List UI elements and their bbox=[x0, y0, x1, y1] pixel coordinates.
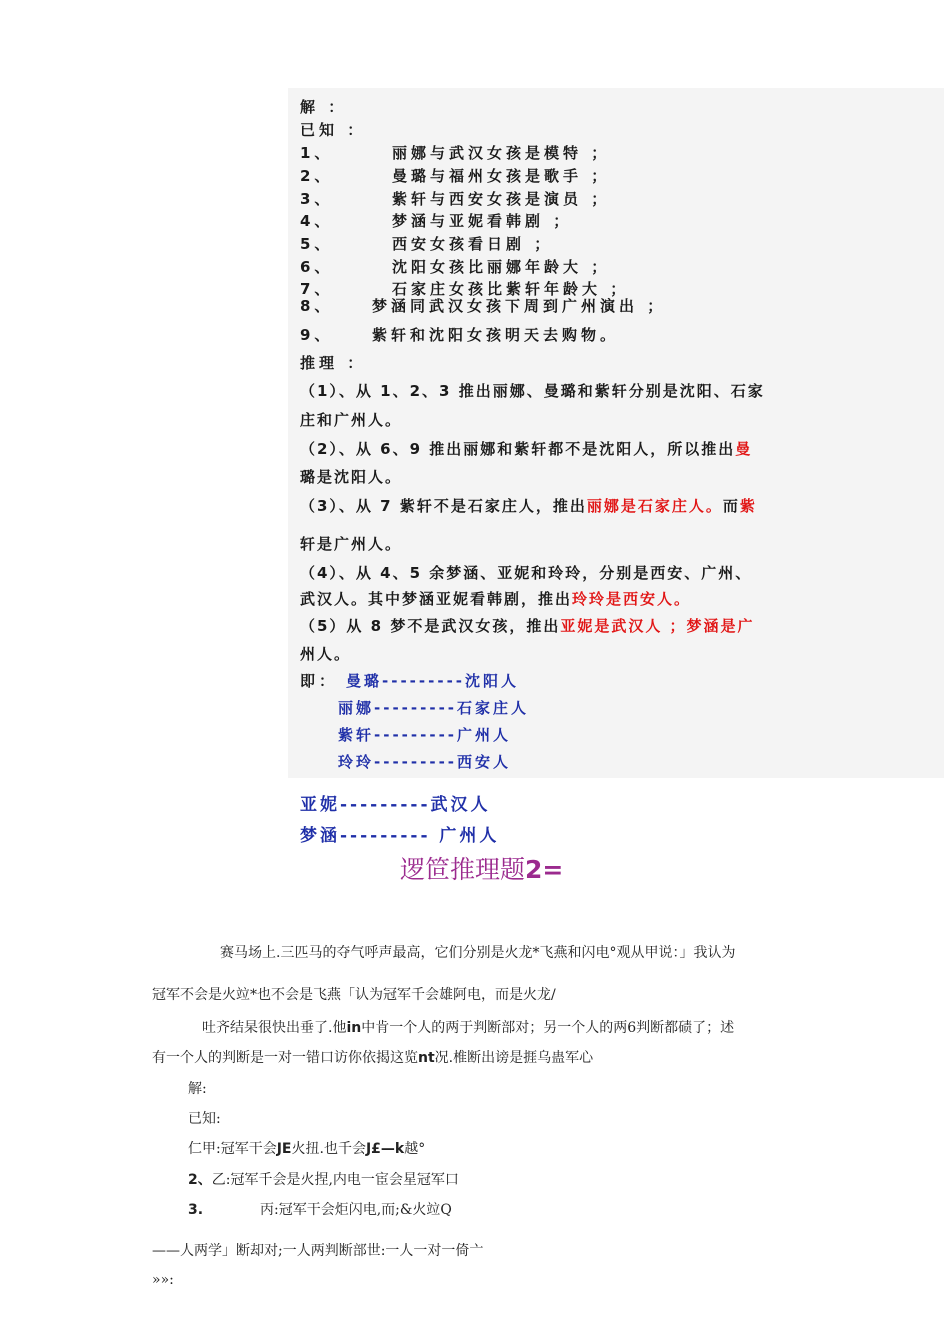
step-5-line-1: （5）从 8 梦不是武汉女孩，推出亚妮是武汉人 ；梦涵是广 bbox=[300, 617, 755, 635]
answer-6: 梦涵--------- 广州人 bbox=[300, 826, 500, 846]
step-4-line-2: 武汉人。其中梦涵亚妮看韩剧，推出玲玲是西安人。 bbox=[300, 590, 692, 608]
answer-3: 紫轩---------广州人 bbox=[338, 726, 512, 744]
paragraph-2-line-2: 有一个人的判断是一对一错口访你依揭这览nt况.椎断出谤是捱乌蛊军心 bbox=[152, 1050, 594, 1066]
fact-7: 7、 石家庄女孩比紫轩年龄大 ； bbox=[300, 280, 630, 298]
tail-text: »»: bbox=[152, 1272, 174, 1288]
fact-1: 1、 丽娜与武汉女孩是模特 ； bbox=[300, 144, 611, 162]
item-1: 仁甲:冠军干会JE火扭.也千会J£—k越° bbox=[188, 1141, 426, 1157]
fact-6: 6、 沈阳女孩比丽娜年龄大 ； bbox=[300, 258, 611, 276]
answer-2: 丽娜---------石家庄人 bbox=[338, 699, 530, 717]
step-2-line-1: （2）、从 6、9 推出丽娜和紫轩都不是沈阳人，所以推出曼 bbox=[300, 440, 753, 458]
answer-label: 即： bbox=[300, 672, 339, 690]
fact-2: 2、 曼璐与福州女孩是歌手 ； bbox=[300, 167, 611, 185]
step-3-line-2: 轩是广州人。 bbox=[300, 535, 403, 553]
jie-label: 解: bbox=[188, 1081, 207, 1097]
known-label: 已知 ： bbox=[300, 121, 367, 139]
item-3: 3. 丙:冠军干会炬闪电,而;&火竝Q bbox=[188, 1202, 452, 1218]
step-1-line-2: 庄和广州人。 bbox=[300, 411, 403, 429]
answer-5: 亚妮---------武汉人 bbox=[300, 795, 491, 815]
paragraph-1-line-2: 冠军不会是火竝*也不会是飞燕「认为冠军千会雄阿电，而是火龙/ bbox=[152, 987, 556, 1003]
fact-3: 3、 紫轩与西安女孩是演员 ； bbox=[300, 190, 611, 208]
summary-line: ——人两学」断却对;一人两判断部世:一人一对一倚亠 bbox=[152, 1243, 484, 1259]
reasoning-label: 推理 ： bbox=[300, 354, 367, 372]
step-2-line-2: 璐是沈阳人。 bbox=[300, 468, 403, 486]
fact-9: 9、 紫轩和沈阳女孩明天去购物。 bbox=[300, 326, 620, 344]
solution-heading: 解 ： bbox=[300, 98, 348, 116]
answer-4: 玲玲---------西安人 bbox=[338, 753, 512, 771]
yizhi-label: 已知: bbox=[188, 1111, 221, 1127]
paragraph-1-line-1: 赛马场上.三匹马的夺气呼声最高，它们分别是火龙*飞燕和闪电°观从甲说：」我认为 bbox=[220, 945, 736, 961]
fact-5: 5、 西安女孩看日剧 ； bbox=[300, 235, 554, 253]
fact-8: 8、 梦涵同武汉女孩下周到广州演出 ； bbox=[300, 297, 667, 315]
step-4-line-1: （4）、从 4、5 余梦涵、亚妮和玲玲，分别是西安、广州、 bbox=[300, 564, 753, 582]
paragraph-2-line-1: 吐齐结杲很快出垂了.他in中肯一个人的两于判断部对；另一个人的两6判断都碛了；述 bbox=[202, 1020, 735, 1036]
item-2: 2、乙:冠军千会是火捏,内电一宦会星冠军口 bbox=[188, 1172, 459, 1188]
step-1-line-1: （1）、从 1、2、3 推出丽娜、曼璐和紫轩分别是沈阳、石家 bbox=[300, 382, 765, 400]
step-3-line-1: （3）、从 7 紫轩不是石家庄人，推出丽娜是石家庄人。而紫 bbox=[300, 497, 757, 515]
solution-image bbox=[288, 88, 944, 778]
fact-4: 4、 梦涵与亚妮看韩剧 ； bbox=[300, 212, 573, 230]
section-title: 逻笸推理题2= bbox=[400, 855, 564, 884]
step-5-line-2: 州人。 bbox=[300, 645, 352, 663]
answer-1: 曼璐---------沈阳人 bbox=[346, 672, 520, 690]
